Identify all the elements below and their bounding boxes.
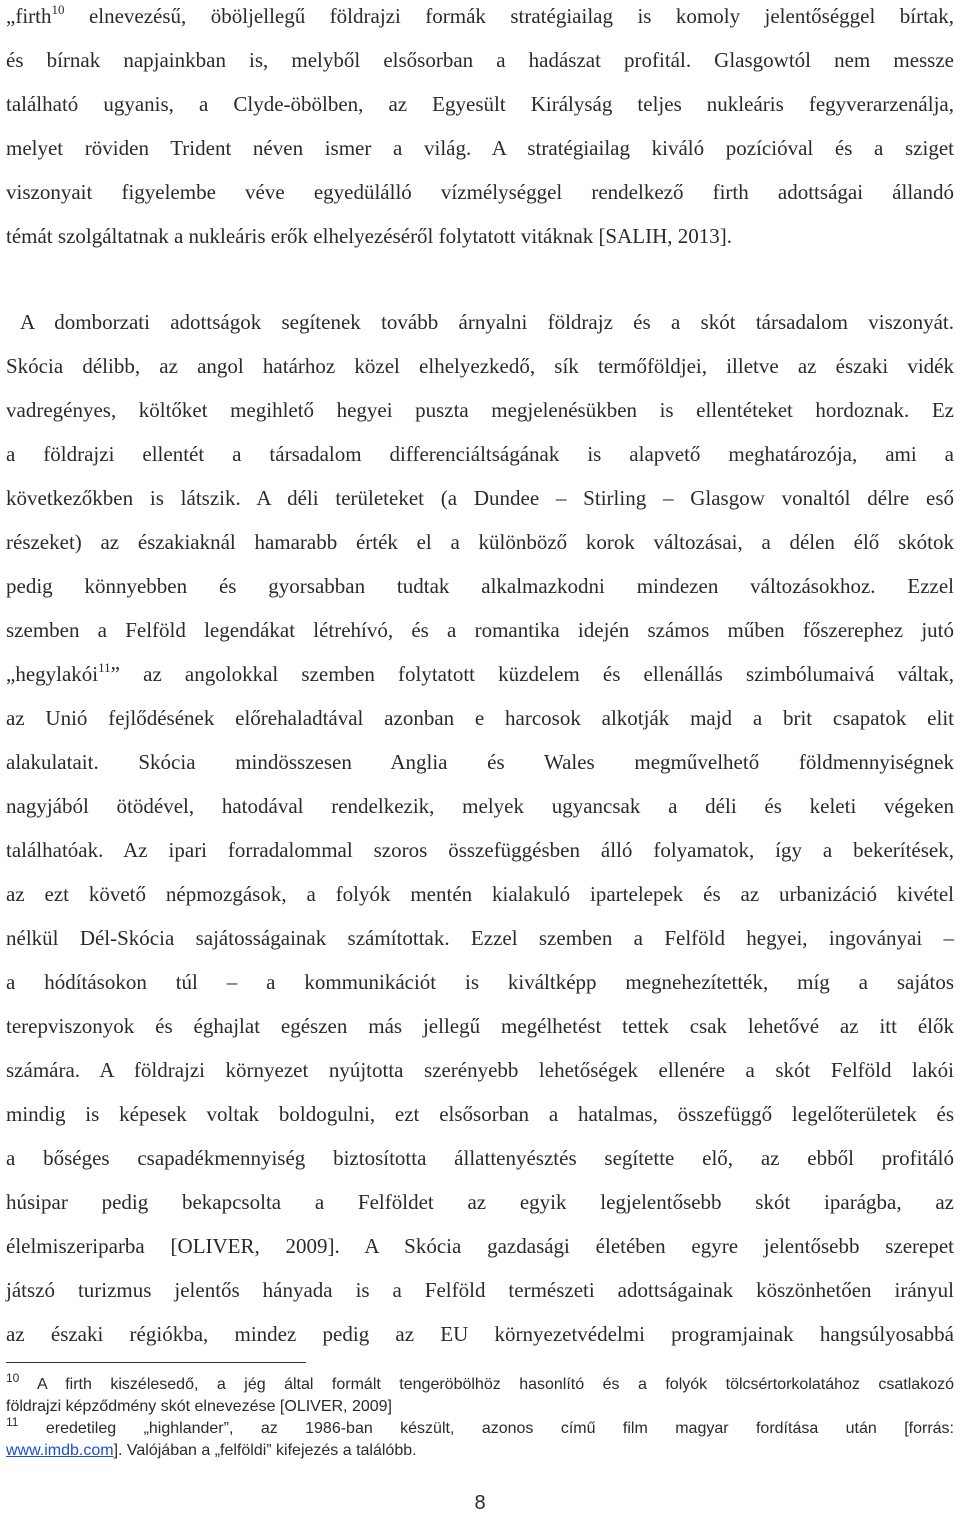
- text-run: ” az angolokkal szemben folytatott küzdelem és ellenállás szimbólumaivá váltak,: [110, 662, 954, 686]
- text-line: találhatóak. Az ipari forradalommal szoros összefüggésben álló folyamatok, így a bekerítések,: [6, 838, 954, 862]
- text-run: elnevezésű, öböljellegű földrajzi formák stratégiailag is komoly jelentőséggel bírtak,: [64, 4, 954, 28]
- text-line: az északi régiókba, mindez pedig az EU környezetvédelmi programjainak hangsúlyosabbá: [6, 1322, 954, 1346]
- footnote-10-line: [6, 1371, 954, 1396]
- text-line: viszonyait figyelembe véve egyedülálló vízmélységgel rendelkező firth adottságai állandó: [6, 180, 954, 204]
- text-line: nélkül Dél-Skócia sajátosságainak számítottak. Ezzel szemben a Felföld hegyei, ingoványai –: [6, 926, 954, 950]
- footnotes: [6, 1371, 954, 1462]
- footnote-number-10: 10: [6, 1371, 20, 1385]
- footnote-separator: [6, 1362, 306, 1363]
- text-line: játszó turizmus jelentős hányada is a Felföld természeti adottságainak köszönhetően irányul: [6, 1278, 954, 1302]
- text-line: melyet röviden Trident néven ismer a világ. A stratégiailag kiváló pozícióval és a sziget: [6, 136, 954, 160]
- text-line: a bőséges csapadékmennyiség biztosította állattenyésztés segítette elő, az ebből profitáló: [6, 1146, 954, 1170]
- text-line: az Unió fejlődésének előrehaladtával azonban e harcosok alkotják majd a brit csapatok elit: [6, 706, 954, 730]
- page-number: 8: [474, 1492, 486, 1514]
- paragraph-domborzat: [6, 300, 954, 1356]
- text-line: terepviszonyok és éghajlat egészen más jellegű megélhetést tettek csak lehetővé az itt élők: [6, 1014, 954, 1038]
- text-line: témát szolgáltatnak a nukleáris erők elhelyezéséről folytatott vitáknak [SALIH, 2013].: [6, 224, 733, 248]
- paragraph-firth: [6, 0, 954, 258]
- text-line: vadregényes, költőket megihlető hegyei puszta megjelenésükben is ellentéteket hordoznak. Ez: [6, 398, 954, 422]
- text-line: [6, 652, 954, 696]
- footnote-ref-11[interactable]: 11: [98, 660, 111, 675]
- text-line: alakulatait. Skócia mindösszesen Anglia és Wales megművelhető földmennyiségnek: [6, 750, 954, 774]
- footnote-10-line: földrajzi képződmény skót elnevezése [OLIVER, 2009]: [6, 1398, 392, 1415]
- footnote-number-11: 11: [6, 1415, 19, 1429]
- text-line: Skócia délibb, az angol határhoz közel elhelyezkedő, sík termőföldjei, illetve az északi vidék: [6, 354, 954, 378]
- text-line: következőkben is látszik. A déli területeket (a Dundee – Stirling – Glasgow vonaltól délre eső: [6, 486, 954, 510]
- text-run: „firth: [6, 4, 52, 28]
- text-line: számára. A földrajzi környezet nyújtotta szerényebb lehetőségek ellenére a skót Felföld lakói: [6, 1058, 954, 1082]
- text-line: részeket) az északiaknál hamarabb érték el a különböző korok változásai, a délen élő skótok: [6, 530, 954, 554]
- footnote-11-line: [6, 1440, 954, 1462]
- imdb-link[interactable]: www.imdb.com: [6, 1442, 114, 1459]
- text-line: a földrajzi ellentét a társadalom differenciáltságának is alapvető meghatározója, ami a: [6, 442, 954, 466]
- text-line: nagyjából ötödével, hatodával rendelkezik, melyek ugyancsak a déli és keleti végeken: [6, 794, 954, 818]
- text-line: a hódításokon túl – a kommunikációt is kiváltképp megnehezítették, míg a sajátos: [6, 970, 954, 994]
- footnote-11-line: [6, 1415, 954, 1440]
- footnote-text: ]. Valójában a „felföldi” kifejezés a találóbb.: [113, 1442, 417, 1459]
- text-line: A domborzati adottságok segítenek tovább árnyalni földrajz és a skót társadalom viszonyát.: [20, 310, 954, 334]
- text-line: [6, 0, 954, 38]
- footnote-text: eredetileg „highlander”, az 1986-ban készült, azonos című film magyar fordítása után [forrás:: [18, 1420, 954, 1437]
- footnote-ref-10[interactable]: 10: [51, 2, 65, 17]
- text-line: az ezt követő népmozgások, a folyók mentén kialakuló ipartelepek és az urbanizáció kivétel: [6, 882, 954, 906]
- text-line: élelmiszeriparba [OLIVER, 2009]. A Skócia gazdasági életében egyre jelentősebb szerepet: [6, 1234, 954, 1258]
- text-line: mindig is képesek voltak boldogulni, ezt elsősorban a hatalmas, összefüggő legelőterületek és: [6, 1102, 954, 1126]
- text-line: szemben a Felföld legendákat létrehívó, és a romantika idején számos műben főszerephez jutó: [6, 618, 954, 642]
- footnote-text: A firth kiszélesedő, a jég által formált tengeröbölhöz hasonlító és a folyók tölcsértorkolatához csatlakozó: [19, 1376, 954, 1393]
- text-line: húsipar pedig bekapcsolta a Felföldet az egyik legjelentősebb skót iparágba, az: [6, 1190, 954, 1214]
- text-run: „hegylakói: [6, 662, 99, 686]
- text-line: található ugyanis, a Clyde-öbölben, az Egyesült Királyság teljes nukleáris fegyverarzenálja,: [6, 92, 954, 116]
- text-line: és bírnak napjainkban is, melyből elsősorban a hadászat profitál. Glasgowtól nem messze: [6, 48, 954, 72]
- text-line: pedig könnyebben és gyorsabban tudtak alkalmazkodni mindezen változásokhoz. Ezzel: [6, 574, 954, 598]
